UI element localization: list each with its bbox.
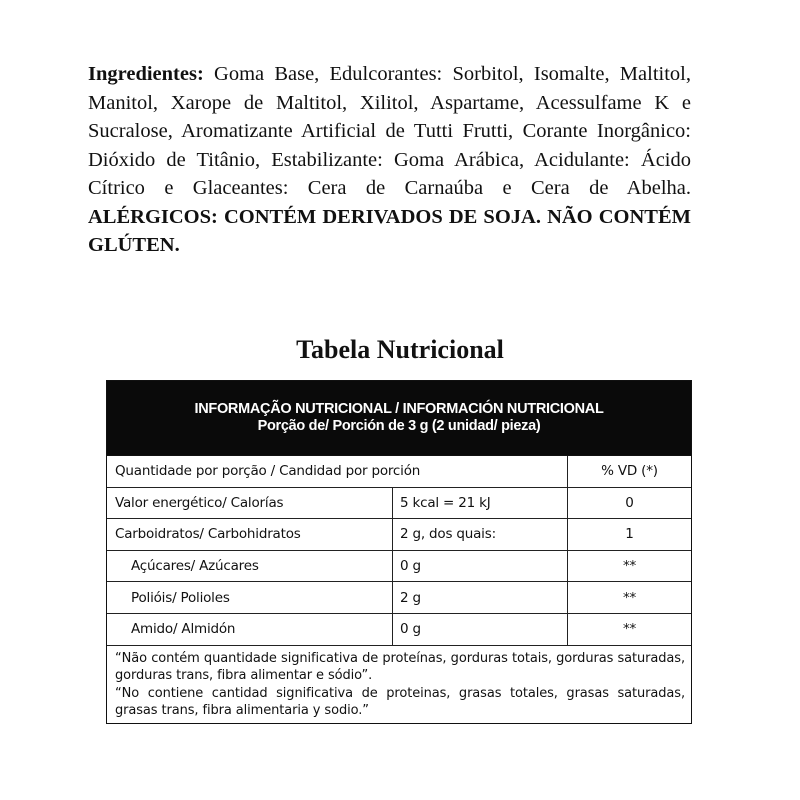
nutrition-header-portion: Porção de/ Porción de 3 g (2 unidad/ pieza) [257,418,541,434]
nutrient-amount: 0 g [392,551,567,582]
nutrient-name: Valor energético/ Calorías [115,494,284,511]
nutrient-amount: 0 g [392,614,567,645]
table-row [107,519,691,551]
nutrient-vd: 1 [567,519,691,550]
nutrient-vd: 0 [567,488,691,519]
column-header-quantity: Quantidade por porção / Candidad por porción [115,463,421,480]
nutrition-table [106,380,692,724]
nutrient-name: Polióis/ Polioles [131,589,230,606]
table-row [107,488,691,520]
nutrition-header-title: INFORMAÇÃO NUTRICIONAL / INFORMACIÓN NUTRICIONAL [194,401,604,417]
nutrient-amount: 2 g, dos quais: [392,519,567,550]
ingredients-paragraph [88,60,691,260]
table-row [107,582,691,614]
nutrient-name: Carboidratos/ Carbohidratos [115,526,301,543]
nutrient-vd: ** [567,551,691,582]
footnote-spanish: “No contiene cantidad significativa de proteinas, grasas totales, grasas saturadas, grasas trans, fibra alimentaria y sodio.” [115,685,685,719]
nutrient-vd: ** [567,614,691,645]
table-row [107,614,691,646]
nutrient-vd: ** [567,582,691,613]
nutrition-footnotes [107,646,691,723]
nutrient-amount: 5 kcal = 21 kJ [392,488,567,519]
table-row [107,551,691,583]
table-column-header-row [107,456,691,488]
nutrient-amount: 2 g [392,582,567,613]
nutrient-name: Açúcares/ Azúcares [131,558,259,575]
ingredients-label: Ingredientes: [88,63,204,85]
ingredients-text: Goma Base, Edulcorantes: Sorbitol, Isomalte, Maltitol, Manitol, Xarope de Maltitol, Xilitol, Aspartame, Acessulfame K e Sucralose, Aromatizante Artificial de Tutti Frutti, Corante Inorgânico: Dióxido de Titânio, Estabilizante: Goma Arábica, Acidulante: Ácido Cítrico e Glaceantes: Cera de Carnaúba e Cera de Abelha. [88,63,691,199]
footnote-portuguese: “Não contém quantidade significativa de proteínas, gorduras totais, gorduras saturadas, gorduras trans, fibra alimentar e sódio”. [115,650,685,684]
column-header-vd: % VD (*) [567,456,691,487]
nutrition-header [107,381,691,456]
nutrient-name: Amido/ Almidón [131,621,236,638]
table-title: Tabela Nutricional [296,335,504,364]
allergens-warning: ALÉRGICOS: CONTÉM DERIVADOS DE SOJA. NÃO CONTÉM GLÚTEN. [88,205,691,256]
